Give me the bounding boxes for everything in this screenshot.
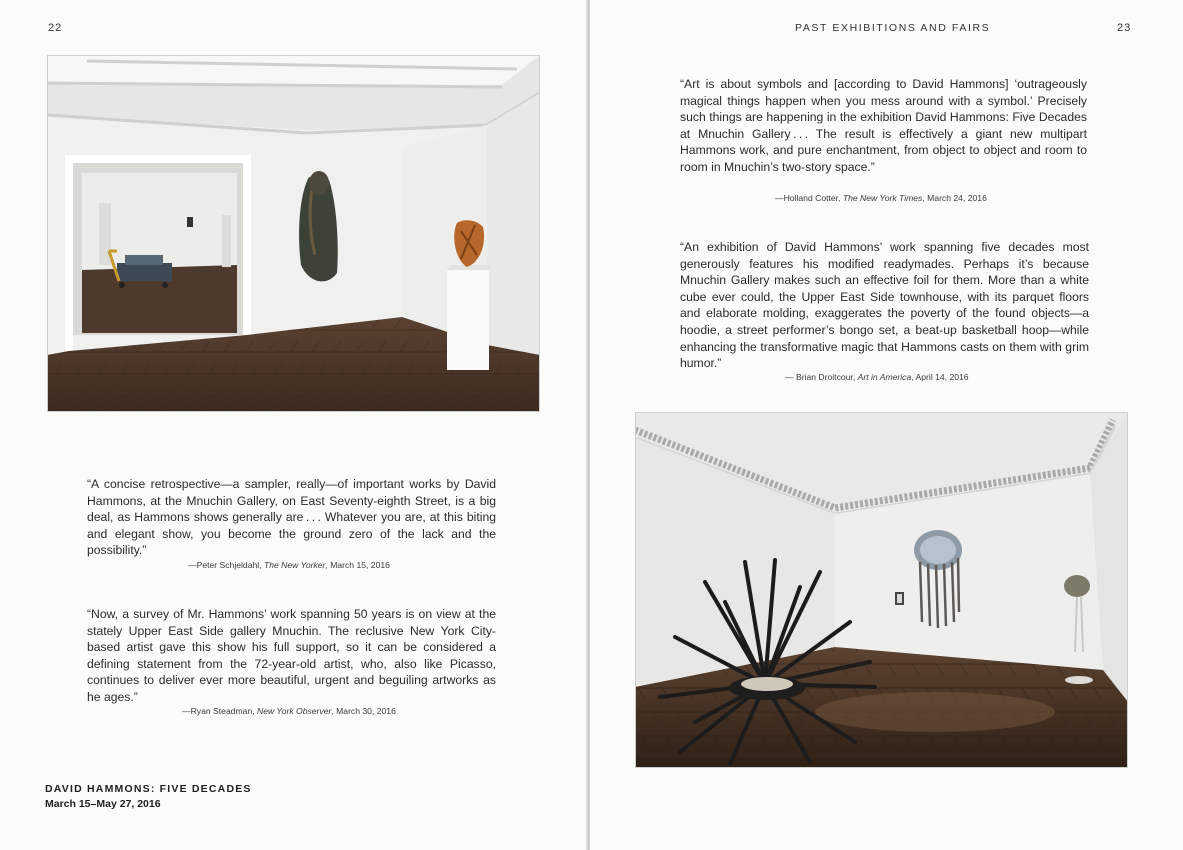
review-quote-cotter: “Art is about symbols and [according to David Hammons] ‘outrageously magical things happen when you mess around with a symbol.’ Precisely such things are happening in the exhibition David Hammons: Five Decades at Mnuchin Gallery . . . The result is effectively a giant new multipart Hammons work, and pure enchantment, from object to object and room to room in Mnuchin’s two-story space.” (680, 77, 1087, 174)
quote-attribution-cotter: —Holland Cotter, The New York Times, March 24, 2016 (775, 193, 987, 203)
review-quote-steadman: “Now, a survey of Mr. Hammons’ work spanning 50 years is on view at the stately Upper East Side gallery Mnuchin. The reclusive New York City-based artist gave this show his full support, so it can be considered a defining statement from the 72-year-old artist, who, also like Picasso, continues to deliver ever more beautiful, urgent and beguiling artworks as he ages.” (87, 607, 496, 704)
quote-attribution-droitcour: — Brian Droitcour, Art in America, April 14, 2016 (785, 372, 969, 382)
review-quote-droitcour: “An exhibition of David Hammons’ work spanning five decades most generously features his modified readymades. Perhaps it’s because Mnuchin Gallery makes such an effective foil for them. More than a white cube ever could, the Upper East Side townhouse, with its parquet floors and elaborate molding, exaggerates the poverty of the found objects—a hoodie, a street performer’s bongo set, a beat-up basketball hoop—while enhancing the transformative magic that Hammons casts on them with grim humor.” (680, 240, 1089, 371)
exhibition-title: DAVID HAMMONS: FIVE DECADES (45, 783, 252, 795)
quote-attribution-steadman: —Ryan Steadman, New York Observer, March 30, 2016 (182, 706, 396, 716)
review-quote-schjeldahl: “A concise retrospective—a sampler, really—of important works by David Hammons, at the Mnuchin Gallery, on East Seventy-eighth Street, is a big deal, as Hammons shows generally are . . . Whatever you are, at this biting and elegant show, you become the ground zero of the lack and the possibility.” (87, 477, 496, 558)
page-number-right: 23 (1117, 22, 1132, 34)
quote-attribution-schjeldahl: —Peter Schjeldahl, The New Yorker, March 15, 2016 (188, 560, 390, 570)
exhibition-dates: March 15–May 27, 2016 (45, 798, 161, 810)
installation-photo-right (635, 412, 1128, 768)
running-head: PAST EXHIBITIONS AND FAIRS (795, 22, 991, 34)
installation-photo-left (47, 55, 540, 412)
page-number-left: 22 (48, 22, 63, 34)
